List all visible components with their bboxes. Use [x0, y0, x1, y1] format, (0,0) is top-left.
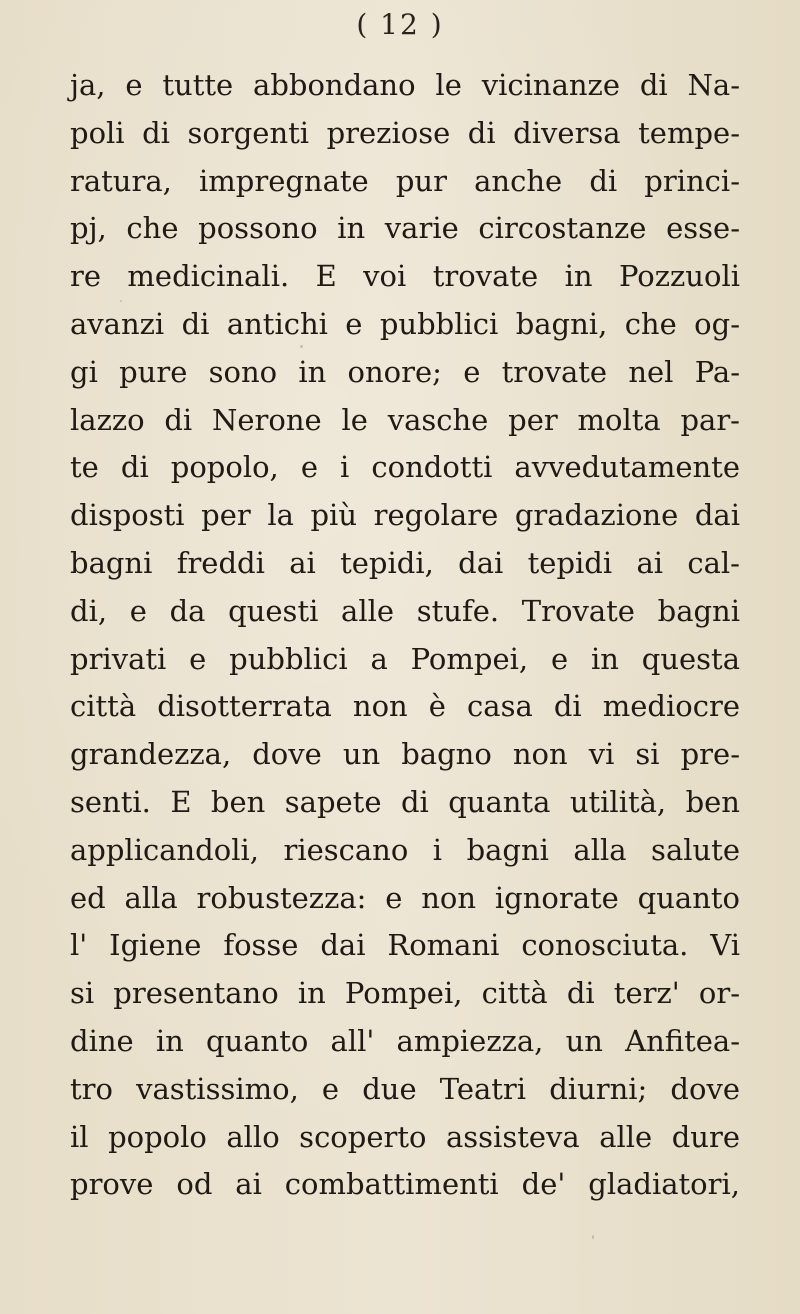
text-line: prove od ai combattimenti de' gladiatori,	[70, 1167, 740, 1202]
text-line: poli di sorgenti preziose di diversa tempe-	[70, 115, 740, 150]
body-text	[70, 62, 740, 1209]
text-line: tro vastissimo, e due Teatri diurni; dove	[70, 1071, 740, 1106]
text-line: disposti per la più regolare gradazione dai	[70, 498, 740, 533]
text-line: gi pure sono in onore; e trovate nel Pa-	[70, 354, 740, 389]
text-line: te di popolo, e i condotti avvedutamente	[70, 450, 740, 485]
text-line: applicandoli, riescano i bagni alla salute	[70, 832, 740, 867]
text-line: l' Igiene fosse dai Romani conosciuta. Vi	[70, 928, 740, 963]
text-line: avanzi di antichi e pubblici bagni, che og-	[70, 306, 740, 341]
text-line: città disotterrata non è casa di mediocre	[70, 689, 740, 724]
text-line: ed alla robustezza: e non ignorate quanto	[70, 880, 740, 915]
text-line: ja, e tutte abbondano le vicinanze di Na-	[70, 68, 740, 102]
text-line: grandezza, dove un bagno non vi si pre-	[70, 737, 740, 772]
text-line: si presentano in Pompei, città di terz' or-	[70, 976, 740, 1011]
page-number: ( 12 )	[356, 8, 444, 41]
text-line: privati e pubblici a Pompei, e in questa	[70, 641, 740, 676]
paper-speck	[592, 1235, 594, 1239]
text-line: di, e da questi alle stufe. Trovate bagni	[70, 593, 740, 628]
text-line: lazzo di Nerone le vasche per molta par-	[70, 402, 740, 437]
paper-speck	[300, 345, 303, 348]
text-line: senti. E ben sapete di quanta utilità, ben	[70, 784, 740, 819]
text-line: il popolo allo scoperto assisteva alle dure	[70, 1119, 740, 1154]
paper-speck	[120, 300, 122, 302]
text-line: bagni freddi ai tepidi, dai tepidi ai cal-	[70, 545, 740, 580]
text-line: re medicinali. E voi trovate in Pozzuoli	[70, 259, 740, 294]
text-line: dine in quanto all' ampiezza, un Anfitea-	[70, 1023, 740, 1058]
text-line: ratura, impregnate pur anche di princi-	[70, 163, 740, 198]
text-line: pj, che possono in varie circostanze esse-	[70, 211, 740, 246]
